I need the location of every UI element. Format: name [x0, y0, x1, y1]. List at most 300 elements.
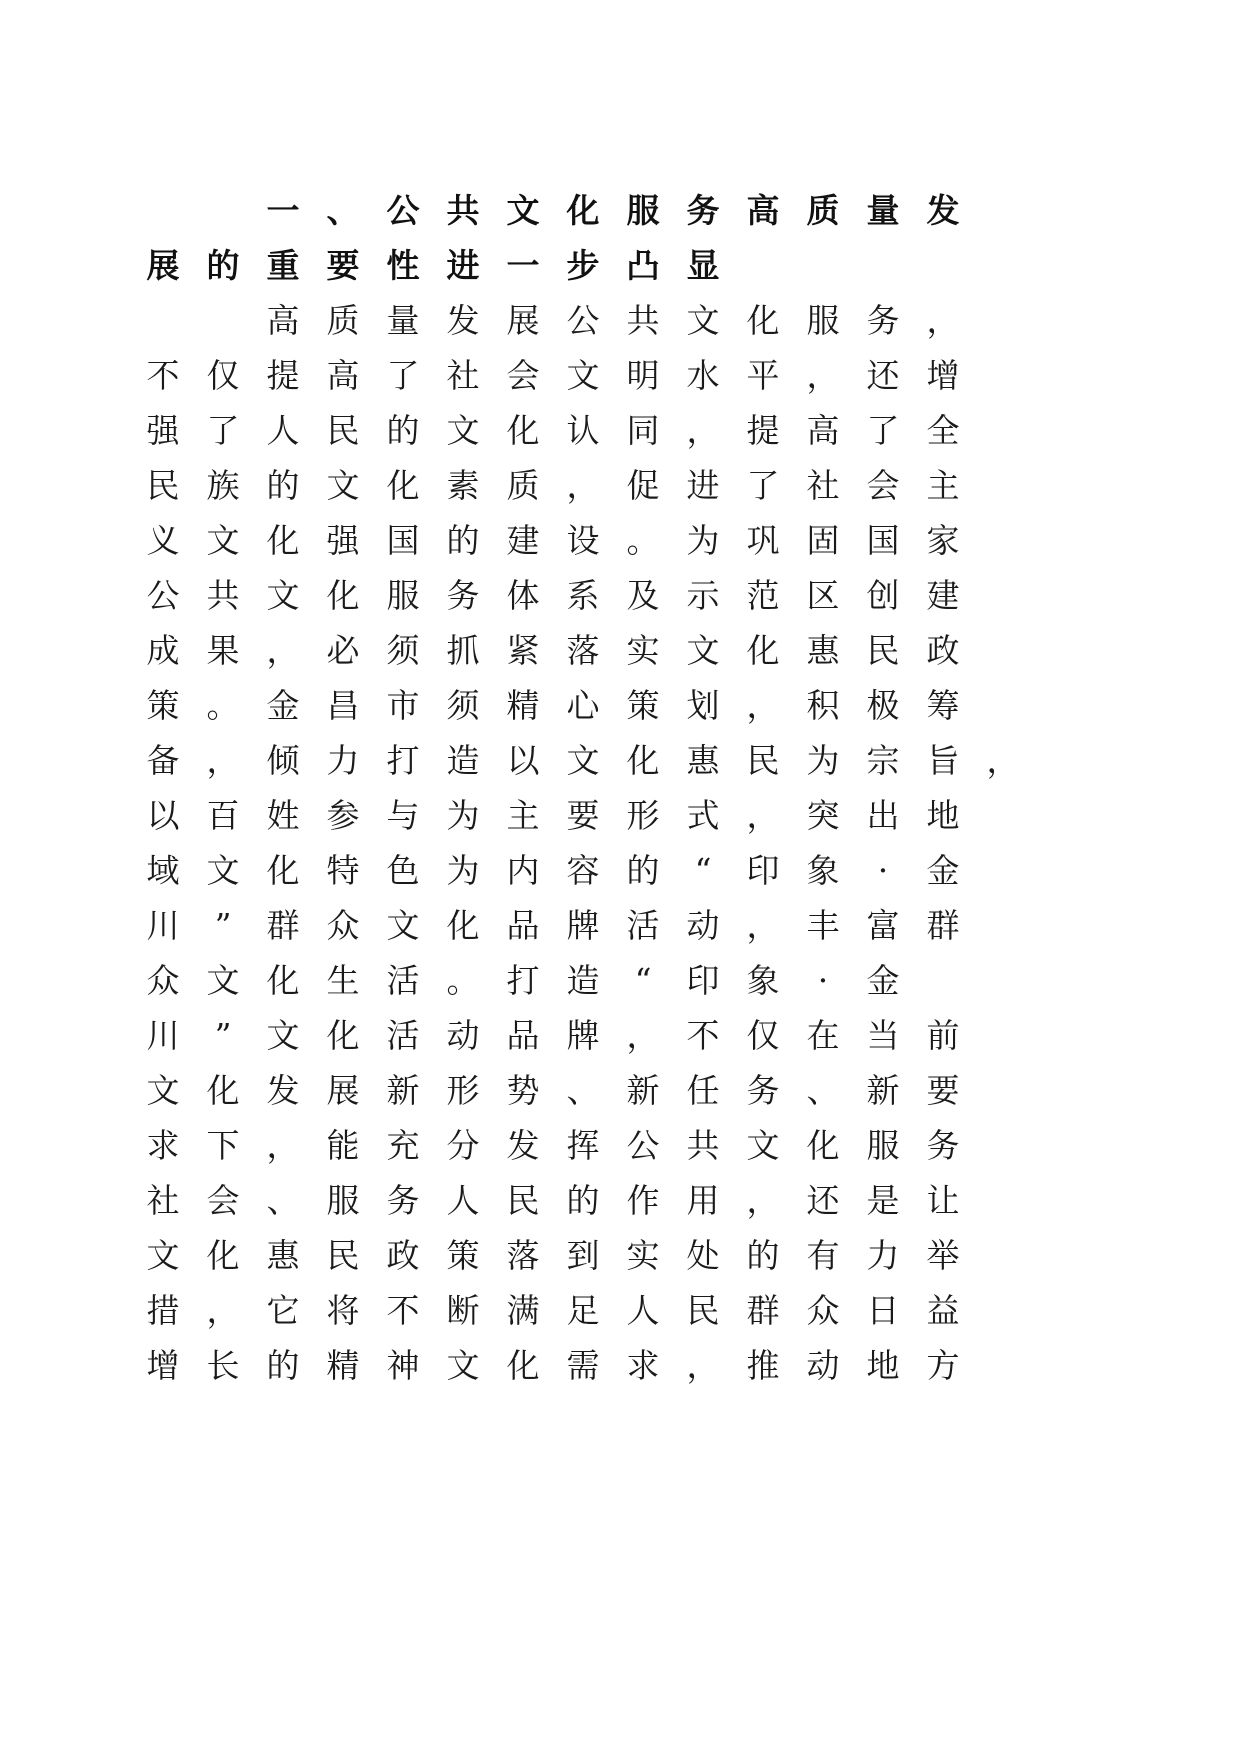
glyph: 还 [866, 356, 900, 395]
glyph: 须 [446, 686, 480, 725]
glyph: 任 [686, 1071, 720, 1110]
glyph: 分 [446, 1126, 480, 1165]
glyph: 不 [386, 1291, 420, 1330]
glyph: 人 [266, 411, 300, 450]
glyph: 实 [626, 631, 660, 670]
glyph: 文 [326, 466, 360, 505]
glyph: 紧 [506, 631, 540, 670]
glyph: 群 [746, 1291, 780, 1330]
glyph: 公 [626, 1126, 660, 1165]
glyph: 设 [566, 521, 600, 560]
glyph: 市 [386, 686, 420, 725]
glyph: 以 [506, 741, 540, 780]
glyph: 措 [146, 1291, 180, 1330]
glyph: 公 [386, 191, 420, 230]
glyph: 凸 [626, 246, 660, 285]
glyph: 文 [206, 961, 240, 1000]
glyph: 地 [866, 1346, 900, 1385]
glyph: 富 [866, 906, 900, 945]
glyph: 为 [446, 851, 480, 890]
glyph: 众 [326, 906, 360, 945]
glyph: 了 [206, 411, 240, 450]
glyph: 惠 [806, 631, 840, 670]
glyph: 显 [686, 246, 720, 285]
glyph: 义 [146, 521, 180, 560]
glyph: 质 [326, 301, 360, 340]
glyph: 形 [446, 1071, 480, 1110]
glyph: 丰 [806, 906, 840, 945]
glyph: 惠 [686, 741, 720, 780]
glyph: 文 [206, 851, 240, 890]
glyph: 象 [746, 961, 780, 1000]
glyph: 文 [266, 1016, 300, 1055]
glyph: 品 [506, 1016, 540, 1055]
glyph: 展 [326, 1071, 360, 1110]
glyph: 发 [446, 301, 480, 340]
glyph: 不 [146, 356, 180, 395]
glyph: 服 [866, 1126, 900, 1165]
glyph: 民 [326, 1236, 360, 1275]
glyph: 到 [566, 1236, 600, 1275]
glyph: 量 [386, 301, 420, 340]
glyph: 惠 [266, 1236, 300, 1275]
glyph: 、 [266, 1181, 300, 1220]
glyph: 划 [686, 686, 720, 725]
glyph: 民 [506, 1181, 540, 1220]
glyph: 化 [206, 1236, 240, 1275]
glyph: 地 [926, 796, 960, 835]
glyph: 不 [686, 1016, 720, 1055]
glyph: ， [986, 741, 1020, 780]
glyph: 的 [446, 521, 480, 560]
glyph: 提 [266, 356, 300, 395]
glyph: 了 [386, 356, 420, 395]
glyph: 象 [806, 851, 840, 890]
glyph: 让 [926, 1181, 960, 1220]
glyph: 抓 [446, 631, 480, 670]
glyph: 服 [626, 191, 660, 230]
glyph: 发 [506, 1126, 540, 1165]
glyph: 化 [326, 576, 360, 615]
glyph: 众 [806, 1291, 840, 1330]
glyph: 进 [446, 246, 480, 285]
glyph: 主 [506, 796, 540, 835]
glyph: 全 [926, 411, 960, 450]
glyph: 文 [446, 411, 480, 450]
glyph: 了 [866, 411, 900, 450]
glyph: 活 [626, 906, 660, 945]
glyph: 服 [386, 576, 420, 615]
glyph: 宗 [866, 741, 900, 780]
glyph: 满 [506, 1291, 540, 1330]
glyph: 策 [446, 1236, 480, 1275]
glyph: 促 [626, 466, 660, 505]
glyph: 新 [626, 1071, 660, 1110]
glyph: 步 [566, 246, 600, 285]
glyph: 文 [566, 741, 600, 780]
glyph: 化 [506, 411, 540, 450]
glyph: 策 [146, 686, 180, 725]
glyph: ， [746, 686, 780, 725]
glyph: 化 [266, 521, 300, 560]
glyph: 范 [746, 576, 780, 615]
glyph: 系 [566, 576, 600, 615]
glyph: 作 [626, 1181, 660, 1220]
glyph: 文 [686, 301, 720, 340]
glyph: 了 [746, 466, 780, 505]
glyph: 同 [626, 411, 660, 450]
glyph: ， [746, 1181, 780, 1220]
glyph: 高 [326, 356, 360, 395]
glyph: 生 [326, 961, 360, 1000]
glyph: 共 [206, 576, 240, 615]
glyph: 、 [326, 191, 360, 230]
glyph: 落 [506, 1236, 540, 1275]
glyph: 为 [686, 521, 720, 560]
glyph: 发 [926, 191, 960, 230]
glyph: ， [746, 906, 780, 945]
glyph: ， [746, 796, 780, 835]
glyph: 突 [806, 796, 840, 835]
glyph: 化 [266, 961, 300, 1000]
glyph: 策 [626, 686, 660, 725]
glyph: 挥 [566, 1126, 600, 1165]
glyph: 一 [266, 191, 300, 230]
glyph: 当 [866, 1016, 900, 1055]
glyph: 有 [806, 1236, 840, 1275]
glyph: 筹 [926, 686, 960, 725]
glyph: 国 [866, 521, 900, 560]
glyph: 建 [506, 521, 540, 560]
glyph: 的 [206, 246, 240, 285]
glyph: 仅 [746, 1016, 780, 1055]
glyph: 化 [446, 906, 480, 945]
glyph: 文 [686, 631, 720, 670]
glyph: 化 [506, 1346, 540, 1385]
glyph: 的 [266, 466, 300, 505]
glyph: 处 [686, 1236, 720, 1275]
glyph: 益 [926, 1291, 960, 1330]
glyph: 求 [146, 1126, 180, 1165]
glyph: 积 [806, 686, 840, 725]
glyph: · [877, 851, 889, 890]
glyph: 容 [566, 851, 600, 890]
glyph: 内 [506, 851, 540, 890]
glyph: 社 [806, 466, 840, 505]
glyph: 还 [806, 1181, 840, 1220]
glyph: 固 [806, 521, 840, 560]
glyph: 量 [866, 191, 900, 230]
glyph: 长 [206, 1346, 240, 1385]
glyph: 平 [746, 356, 780, 395]
glyph: ， [566, 466, 600, 505]
glyph: 活 [386, 961, 420, 1000]
glyph: 在 [806, 1016, 840, 1055]
glyph: 要 [566, 796, 600, 835]
glyph: 域 [146, 851, 180, 890]
glyph: 化 [746, 631, 780, 670]
glyph: · [817, 961, 829, 1000]
glyph: 推 [746, 1346, 780, 1385]
glyph: 强 [146, 411, 180, 450]
glyph: 务 [926, 1126, 960, 1165]
glyph: 示 [686, 576, 720, 615]
glyph: ， [686, 411, 720, 450]
glyph: 下 [206, 1126, 240, 1165]
glyph: 人 [446, 1181, 480, 1220]
glyph: 的 [626, 851, 660, 890]
glyph: 创 [866, 576, 900, 615]
glyph: 文 [506, 191, 540, 230]
glyph: ” [214, 906, 232, 945]
glyph: 心 [566, 686, 600, 725]
glyph: 倾 [266, 741, 300, 780]
glyph: 增 [926, 356, 960, 395]
glyph: 必 [326, 631, 360, 670]
glyph: 须 [386, 631, 420, 670]
glyph: 共 [626, 301, 660, 340]
glyph: ， [206, 1291, 240, 1330]
glyph: 增 [146, 1346, 180, 1385]
glyph: 化 [806, 1126, 840, 1165]
glyph: 群 [266, 906, 300, 945]
glyph: 要 [926, 1071, 960, 1110]
glyph: 务 [686, 191, 720, 230]
glyph: 式 [686, 796, 720, 835]
glyph: 。 [446, 961, 480, 1000]
glyph: 群 [926, 906, 960, 945]
glyph: 昌 [326, 686, 360, 725]
glyph: ， [266, 631, 300, 670]
glyph: 国 [386, 521, 420, 560]
glyph: 动 [446, 1016, 480, 1055]
glyph: 备 [146, 741, 180, 780]
glyph: 力 [326, 741, 360, 780]
glyph: 品 [506, 906, 540, 945]
glyph: ， [206, 741, 240, 780]
glyph: 与 [386, 796, 420, 835]
glyph: 民 [746, 741, 780, 780]
glyph: 社 [446, 356, 480, 395]
glyph: 日 [866, 1291, 900, 1330]
glyph: 牌 [566, 906, 600, 945]
glyph: 印 [686, 961, 720, 1000]
glyph: 的 [566, 1181, 600, 1220]
glyph: 文 [446, 1346, 480, 1385]
glyph: 化 [266, 851, 300, 890]
glyph: 进 [686, 466, 720, 505]
glyph: 它 [266, 1291, 300, 1330]
glyph: 极 [866, 686, 900, 725]
glyph: 形 [626, 796, 660, 835]
glyph: 区 [806, 576, 840, 615]
glyph: 落 [566, 631, 600, 670]
glyph: 会 [206, 1181, 240, 1220]
glyph: 势 [506, 1071, 540, 1110]
glyph: 公 [566, 301, 600, 340]
glyph: 金 [266, 686, 300, 725]
glyph: 主 [926, 466, 960, 505]
glyph: 姓 [266, 796, 300, 835]
glyph: 民 [866, 631, 900, 670]
glyph: 务 [386, 1181, 420, 1220]
glyph: 神 [386, 1346, 420, 1385]
glyph: 精 [326, 1346, 360, 1385]
glyph: 成 [146, 631, 180, 670]
glyph: 动 [806, 1346, 840, 1385]
glyph: 。 [626, 521, 660, 560]
glyph: 化 [386, 466, 420, 505]
glyph: 动 [686, 906, 720, 945]
glyph: “ [634, 961, 652, 1000]
glyph: 的 [746, 1236, 780, 1275]
glyph: 能 [326, 1126, 360, 1165]
glyph: 力 [866, 1236, 900, 1275]
glyph: 旨 [926, 741, 960, 780]
glyph: 民 [686, 1291, 720, 1330]
glyph: 用 [686, 1181, 720, 1220]
glyph: ， [806, 356, 840, 395]
glyph: 将 [326, 1291, 360, 1330]
glyph: 、 [566, 1071, 600, 1110]
glyph: 的 [386, 411, 420, 450]
glyph: 金 [866, 961, 900, 1000]
glyph: 展 [506, 301, 540, 340]
glyph: 色 [386, 851, 420, 890]
glyph: 质 [506, 466, 540, 505]
glyph: 文 [146, 1071, 180, 1110]
glyph: 特 [326, 851, 360, 890]
glyph: 水 [686, 356, 720, 395]
glyph: 出 [866, 796, 900, 835]
glyph: 强 [326, 521, 360, 560]
glyph: 金 [926, 851, 960, 890]
glyph: 打 [506, 961, 540, 1000]
glyph: 精 [506, 686, 540, 725]
glyph: 断 [446, 1291, 480, 1330]
glyph: 文 [146, 1236, 180, 1275]
glyph: 发 [266, 1071, 300, 1110]
glyph: 果 [206, 631, 240, 670]
glyph: 文 [386, 906, 420, 945]
glyph: 认 [566, 411, 600, 450]
glyph: 充 [386, 1126, 420, 1165]
glyph: 、 [806, 1071, 840, 1110]
glyph: 性 [386, 246, 420, 285]
glyph: 要 [326, 246, 360, 285]
glyph: 举 [926, 1236, 960, 1275]
glyph: 牌 [566, 1016, 600, 1055]
glyph: 及 [626, 576, 660, 615]
glyph: 素 [446, 466, 480, 505]
glyph: 族 [206, 466, 240, 505]
glyph: 高 [266, 301, 300, 340]
glyph: 印 [746, 851, 780, 890]
glyph: 文 [746, 1126, 780, 1165]
glyph: 打 [386, 741, 420, 780]
glyph: 会 [866, 466, 900, 505]
glyph: 高 [746, 191, 780, 230]
glyph: 政 [386, 1236, 420, 1275]
glyph: 以 [146, 796, 180, 835]
glyph: 足 [566, 1291, 600, 1330]
glyph: 务 [446, 576, 480, 615]
glyph: ， [626, 1016, 660, 1055]
glyph: 实 [626, 1236, 660, 1275]
glyph: 造 [446, 741, 480, 780]
glyph: 造 [566, 961, 600, 1000]
glyph: 明 [626, 356, 660, 395]
glyph: 会 [506, 356, 540, 395]
glyph: 展 [146, 246, 180, 285]
glyph: 川 [146, 906, 180, 945]
glyph: 文 [266, 576, 300, 615]
glyph: 共 [446, 191, 480, 230]
glyph: 百 [206, 796, 240, 835]
glyph: 务 [746, 1071, 780, 1110]
glyph: ， [926, 301, 960, 340]
glyph: 方 [926, 1346, 960, 1385]
glyph: 重 [266, 246, 300, 285]
glyph: 求 [626, 1346, 660, 1385]
glyph: 人 [626, 1291, 660, 1330]
glyph: 体 [506, 576, 540, 615]
glyph: “ [694, 851, 712, 890]
glyph: 是 [866, 1181, 900, 1220]
glyph: 建 [926, 576, 960, 615]
glyph: 参 [326, 796, 360, 835]
glyph: 家 [926, 521, 960, 560]
glyph: 化 [626, 741, 660, 780]
glyph: 仅 [206, 356, 240, 395]
glyph: 共 [686, 1126, 720, 1165]
glyph: 。 [206, 686, 240, 725]
glyph: 一 [506, 246, 540, 285]
glyph: 质 [806, 191, 840, 230]
glyph: 民 [326, 411, 360, 450]
glyph: 的 [266, 1346, 300, 1385]
glyph: 文 [566, 356, 600, 395]
glyph: 化 [746, 301, 780, 340]
glyph: 务 [866, 301, 900, 340]
glyph: 前 [926, 1016, 960, 1055]
glyph: 新 [866, 1071, 900, 1110]
glyph: 需 [566, 1346, 600, 1385]
glyph: 社 [146, 1181, 180, 1220]
glyph: 化 [326, 1016, 360, 1055]
glyph: 高 [806, 411, 840, 450]
glyph: 活 [386, 1016, 420, 1055]
glyph: 为 [446, 796, 480, 835]
glyph: 民 [146, 466, 180, 505]
glyph: 文 [206, 521, 240, 560]
glyph: 巩 [746, 521, 780, 560]
glyph: ” [214, 1016, 232, 1055]
glyph: 众 [146, 961, 180, 1000]
glyph: 政 [926, 631, 960, 670]
glyph: 提 [746, 411, 780, 450]
glyph: 为 [806, 741, 840, 780]
glyph: 新 [386, 1071, 420, 1110]
glyph: 服 [806, 301, 840, 340]
glyph: 川 [146, 1016, 180, 1055]
glyph: ， [266, 1126, 300, 1165]
glyph: 化 [206, 1071, 240, 1110]
glyph: 化 [566, 191, 600, 230]
glyph: 服 [326, 1181, 360, 1220]
glyph: 公 [146, 576, 180, 615]
glyph: ， [686, 1346, 720, 1385]
